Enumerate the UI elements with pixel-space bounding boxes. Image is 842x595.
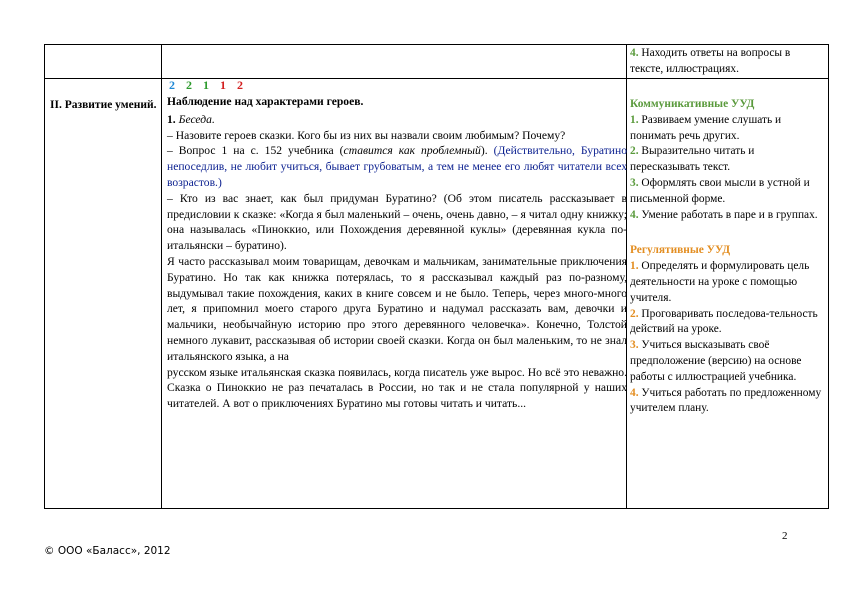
list-item [630, 144, 826, 176]
question-1: – Назовите героев сказки. Кого бы из них вы назвали своим любимым? Почему? [167, 128, 566, 142]
item-number: 1. [630, 260, 639, 273]
item-text: Определять и формулировать цель деятельности на уроке с помощью учителя. [630, 260, 810, 304]
item-text: Учиться высказывать своё предположение (версию) на основе работы с иллюстрацией учебника. [630, 339, 802, 383]
list-item [630, 386, 826, 418]
question-2-text: – Вопрос 1 на с. 152 учебника ( [167, 144, 344, 158]
question-2-end: ). [480, 144, 488, 158]
stage-cell [50, 96, 160, 115]
beseda-number: 1. [167, 112, 176, 126]
communicative-list [630, 113, 826, 224]
question-2 [167, 143, 627, 190]
page-number: 2 [782, 530, 788, 542]
level-number: 2 [237, 78, 247, 92]
list-item [630, 307, 826, 339]
author-quote-continued: русском языке итальянская сказка появилась, когда писатель уже вырос. Но всё это неважно. Сказка о Пиноккио не раз печаталась в России, но так и не стала популярной у наших читателей. А вот о приключениях Буратино мы готовы читать и читать... [167, 365, 627, 411]
content-cell [167, 77, 627, 412]
column-divider-1 [161, 44, 162, 509]
beseda-label: Беседа. [178, 112, 215, 126]
question-2-italic: ставится как проблемный [343, 144, 481, 158]
uud-cell [630, 97, 826, 417]
item-number: 2. [630, 145, 639, 158]
item-text: Проговаривать последова-тельность действий на уроке. [630, 307, 818, 336]
item-number: 4. [630, 47, 639, 59]
level-numbers [169, 77, 627, 93]
item-number: 4. [630, 208, 639, 221]
section-heading: Наблюдение над характерами героев. [167, 95, 364, 108]
beseda-line [167, 112, 627, 128]
item-number: 3. [630, 339, 639, 352]
item-number: 3. [630, 176, 639, 189]
top-right-cell [630, 46, 826, 78]
item-number: 2. [630, 307, 639, 320]
list-item [630, 208, 826, 224]
item-text: Находить ответы на вопросы в тексте, иллюстрациях. [630, 47, 791, 75]
regulatory-list [630, 259, 826, 417]
item-text: Выразительно читать и пересказывать текст. [630, 145, 755, 174]
item-number: 1. [630, 113, 639, 126]
level-number: 1 [203, 78, 213, 92]
item-text: Оформлять свои мысли в устной и письменной форме. [630, 176, 810, 205]
item-text: Учиться работать по предложенному учителем плану. [630, 386, 822, 415]
communicative-uud-title: Коммуникативные УУД [630, 98, 755, 110]
author-quote: Я часто рассказывал моим товарищам, девочкам и мальчикам, занимательные приключения Буратино. Но так как книжка потерялась, то я рассказывал каждый раз по-разному, выдумывал такие похождения, каких в книге совсем и не было. Теперь, через много-много лет, я припомнил моего старого друга Буратино и надумал рассказать вам, девочки и мальчики, необычайную историю про этого деревянного человечка». Конечно, Толстой немного лукавит, рассказывая об истории своей сказки. Когда он был маленьким, то не знал итальянского языка, а на [167, 254, 627, 363]
list-item [630, 176, 826, 208]
regulatory-uud-title: Регулятивные УУД [630, 244, 731, 257]
lesson-table [44, 44, 829, 509]
stage-title: II. Развитие умений. [50, 99, 157, 111]
item-text: Развиваем умение слушать и понимать речь других. [630, 113, 782, 142]
level-number: 1 [220, 78, 230, 92]
item-text: Умение работать в паре и в группах. [638, 208, 818, 221]
question-2-answer: (Действительно, Буратино непоседлив, не любит учиться, бывает грубоватым, а тем не менее его любят читатели всех возрастов.) [167, 144, 627, 189]
copyright-footer: © ООО «Баласс», 2012 [44, 545, 171, 557]
level-number: 2 [186, 78, 196, 92]
list-item [630, 338, 826, 385]
list-item [630, 259, 826, 306]
item-number: 4. [630, 386, 639, 399]
table-border-left [44, 44, 45, 509]
level-number: 2 [169, 78, 179, 92]
question-3: – Кто из вас знает, как был придуман Буратино? (Об этом писатель рассказывает в предисловии к сказке: «Когда я был маленький – очень, очень давно, – я читал одну книжку; она называлась «Пиноккио, или Похождения деревянной куклы» (деревянная кукла по-итальянски – буратино). [167, 191, 627, 253]
list-item [630, 113, 826, 145]
table-border-right [828, 44, 829, 509]
